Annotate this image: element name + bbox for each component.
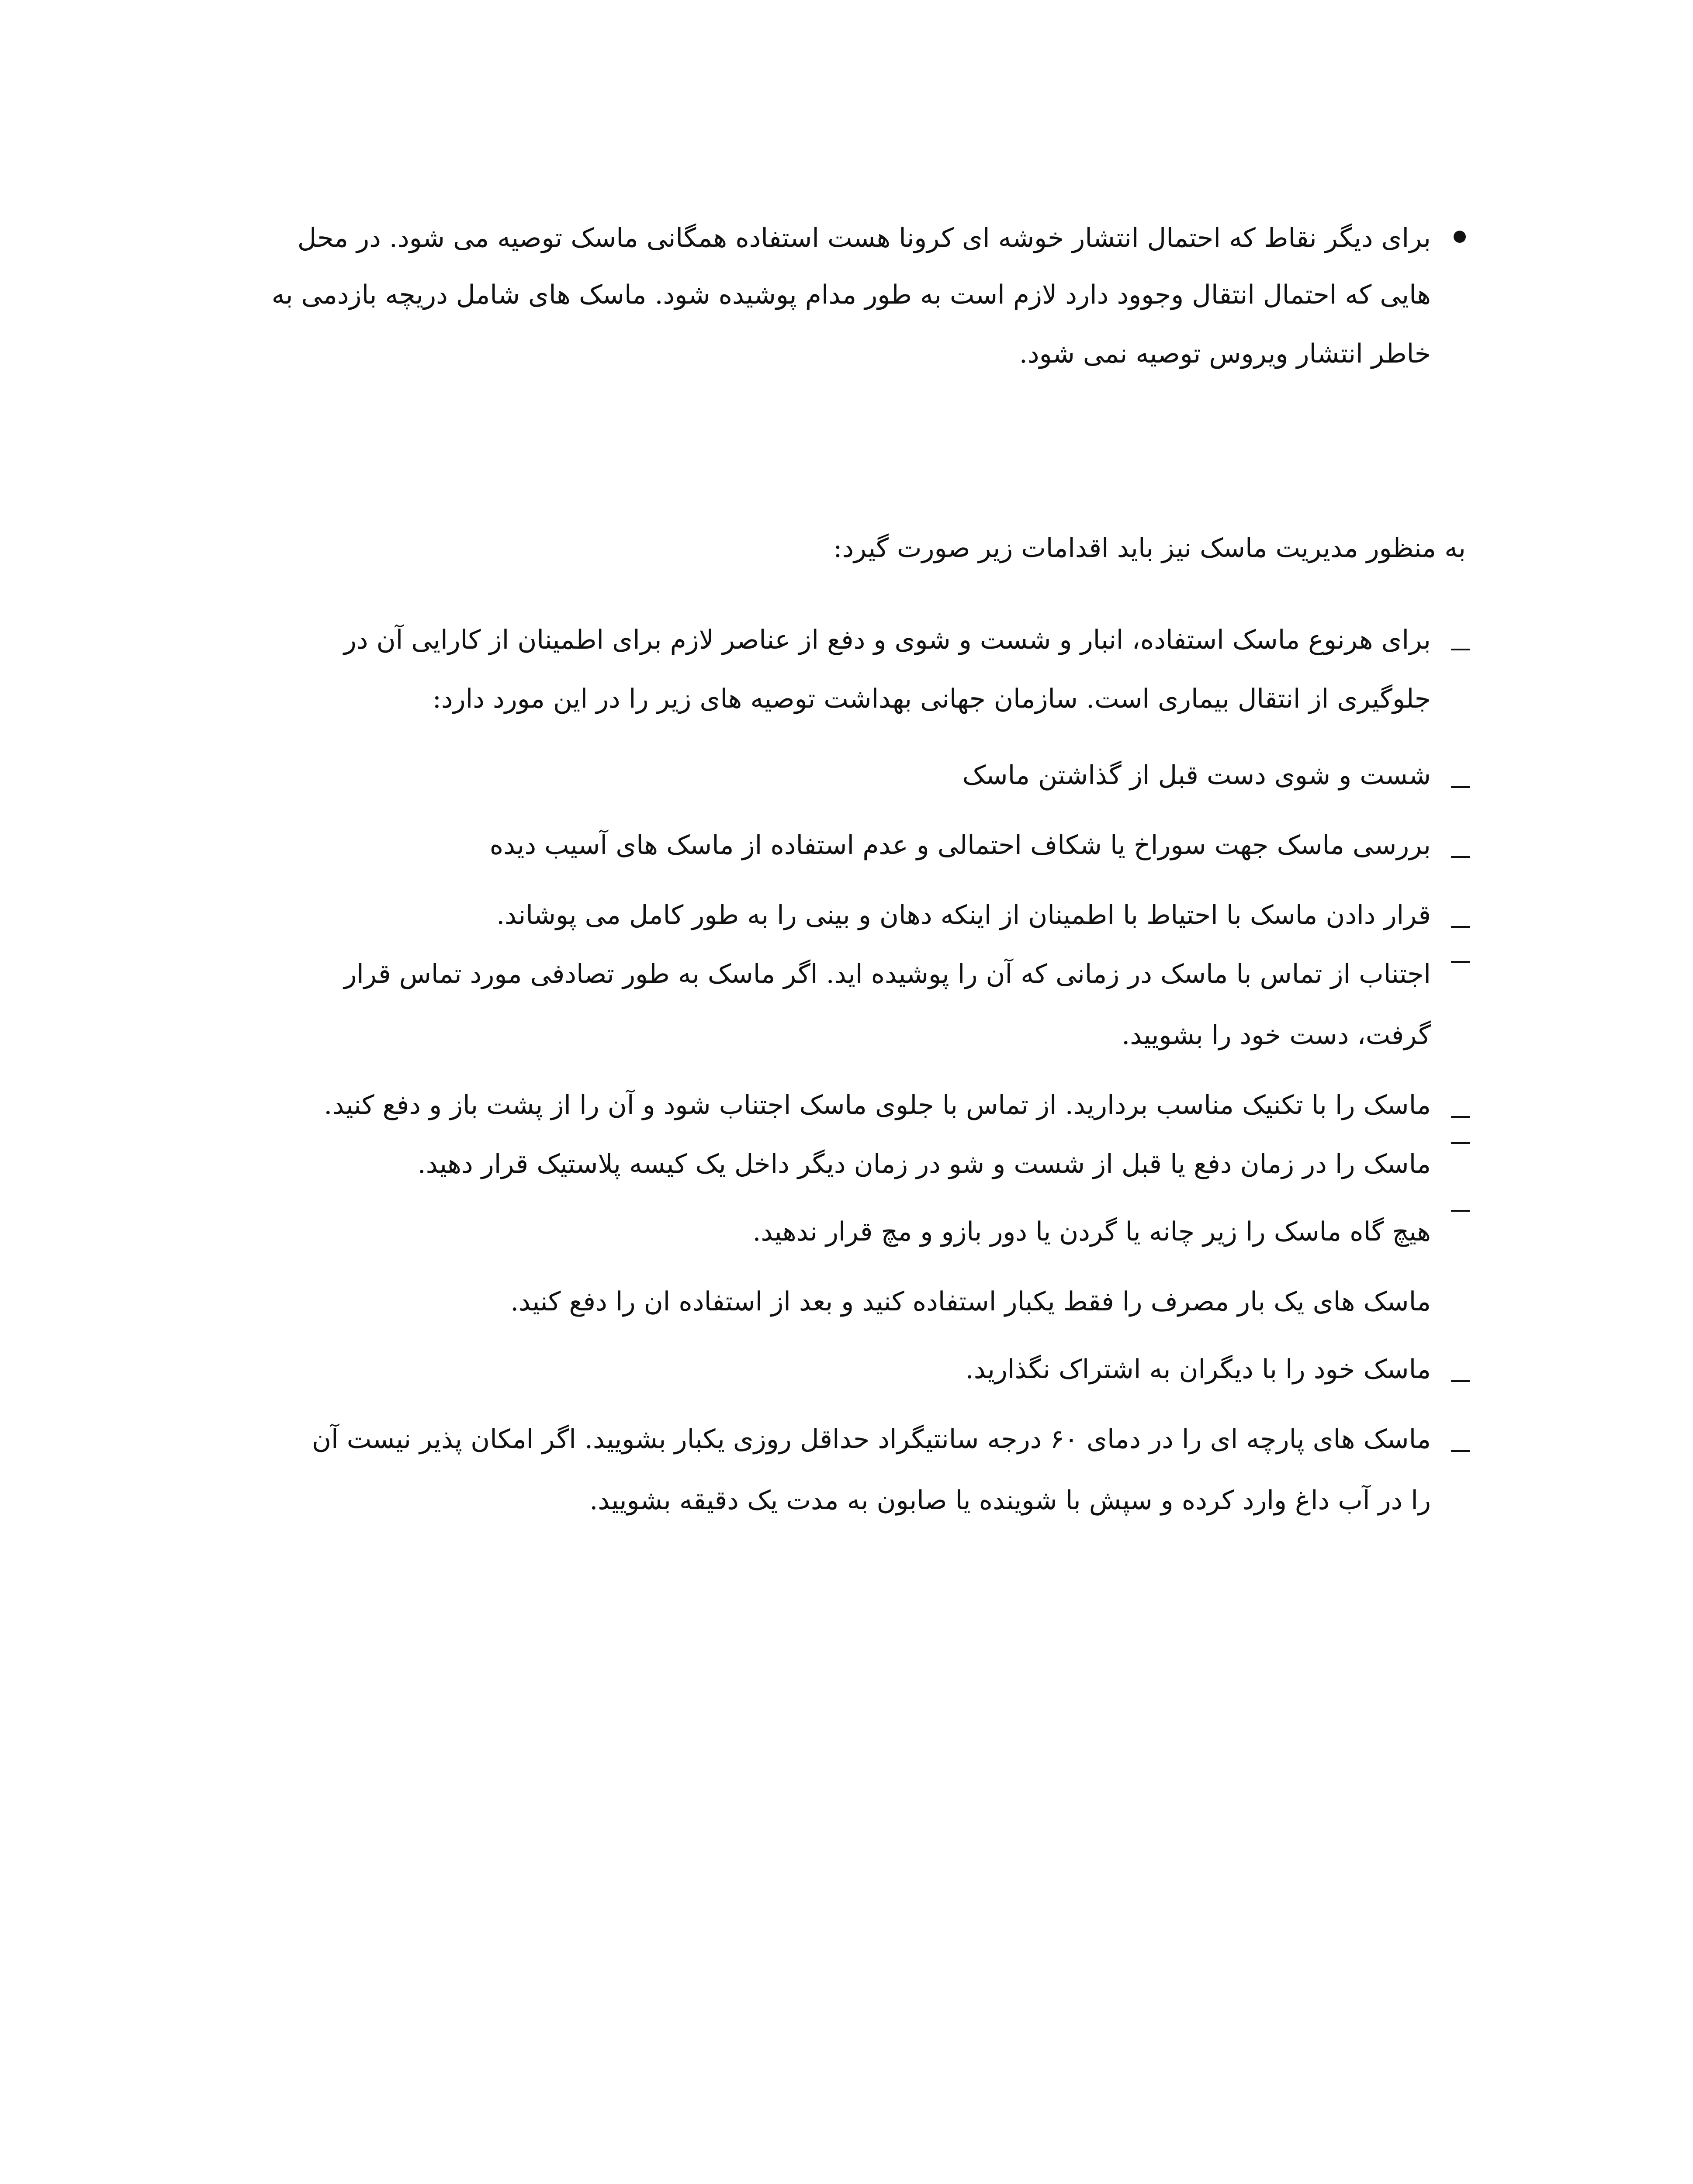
dash-icon bbox=[1451, 649, 1470, 650]
dash-icon bbox=[1451, 1210, 1470, 1212]
item1-line2: جلوگیری از انتقال بیماری است. سازمان جهانی بهداشت توصیه های زیر را در این مورد دارد: bbox=[432, 684, 1431, 714]
dash-icon bbox=[1451, 961, 1470, 963]
dash-icon bbox=[1451, 1380, 1470, 1382]
item11-line2: را در آب داغ وارد کرده و سپش با شوینده یا صابون به مدت یک دقیقه بشویید. bbox=[589, 1485, 1431, 1516]
item1-line1: برای هرنوع ماسک استفاده، انبار و شست و شوی و دفع از عناصر لازم برای اطمینان از کارایی آن در bbox=[343, 625, 1431, 655]
paragraph1-line2: هایی که احتمال انتقال وجوود دارد لازم است به طور مدام پوشیده شود. ماسک های شامل دریچه بازدمی به bbox=[271, 280, 1431, 310]
item5-line1: اجتناب از تماس با ماسک در زمانی که آن را پوشیده اید. اگر ماسک به طور تصادفی مورد تماس قرار bbox=[344, 959, 1431, 989]
item3-line: بررسی ماسک جهت سوراخ یا شکاف احتمالی و عدم استفاده از ماسک های آسیب دیده bbox=[489, 830, 1431, 860]
item4-line: قرار دادن ماسک با احتیاط با اطمینان از اینکه دهان و بینی را به طور کامل می پوشاند. bbox=[496, 900, 1431, 930]
intro-line: به منظور مدیریت ماسک نیز باید اقدامات زیر صورت گیرد: bbox=[833, 533, 1466, 563]
dash-icon bbox=[1451, 786, 1470, 788]
item6-line: ماسک را با تکنیک مناسب بردارید. از تماس با جلوی ماسک اجتناب شود و آن را از پشت باز و دفع کنید. bbox=[324, 1090, 1431, 1120]
item7-line: ماسک را در زمان دفع یا قبل از شست و شو در زمان دیگر داخل یک کیسه پلاستیک قرار دهید. bbox=[417, 1149, 1431, 1179]
item11-line1: ماسک های پارچه ای را در دمای ۶۰ درجه سانتیگراد حداقل روزی یکبار بشویید. اگر امکان پذیر نیست آن bbox=[312, 1424, 1431, 1455]
dash-icon bbox=[1451, 1450, 1470, 1452]
dash-icon bbox=[1451, 856, 1470, 858]
item5-line2: گرفت، دست خود را بشویید. bbox=[1122, 1020, 1431, 1051]
dash-icon bbox=[1451, 926, 1470, 928]
item2-line: شست و شوی دست قبل از گذاشتن ماسک bbox=[962, 760, 1431, 791]
paragraph1-line1: برای دیگر نقاط که احتمال انتشار خوشه ای کرونا هست استفاده همگانی ماسک توصیه می شود. در محل bbox=[297, 223, 1431, 253]
paragraph1-line3: خاطر انتشار ویروس توصیه نمی شود. bbox=[1019, 339, 1431, 369]
item9-line: ماسک های یک بار مصرف را فقط یکبار استفاده کنید و بعد از استفاده ان را دفع کنید. bbox=[510, 1286, 1431, 1317]
item8-line: هیچ گاه ماسک را زیر چانه یا گردن یا دور بازو و مچ قرار ندهید. bbox=[752, 1216, 1431, 1247]
item10-line: ماسک خود را با دیگران به اشتراک نگذارید. bbox=[965, 1354, 1431, 1385]
dash-icon bbox=[1451, 1142, 1470, 1144]
bullet-dot-icon bbox=[1454, 231, 1466, 243]
dash-icon bbox=[1451, 1116, 1470, 1118]
